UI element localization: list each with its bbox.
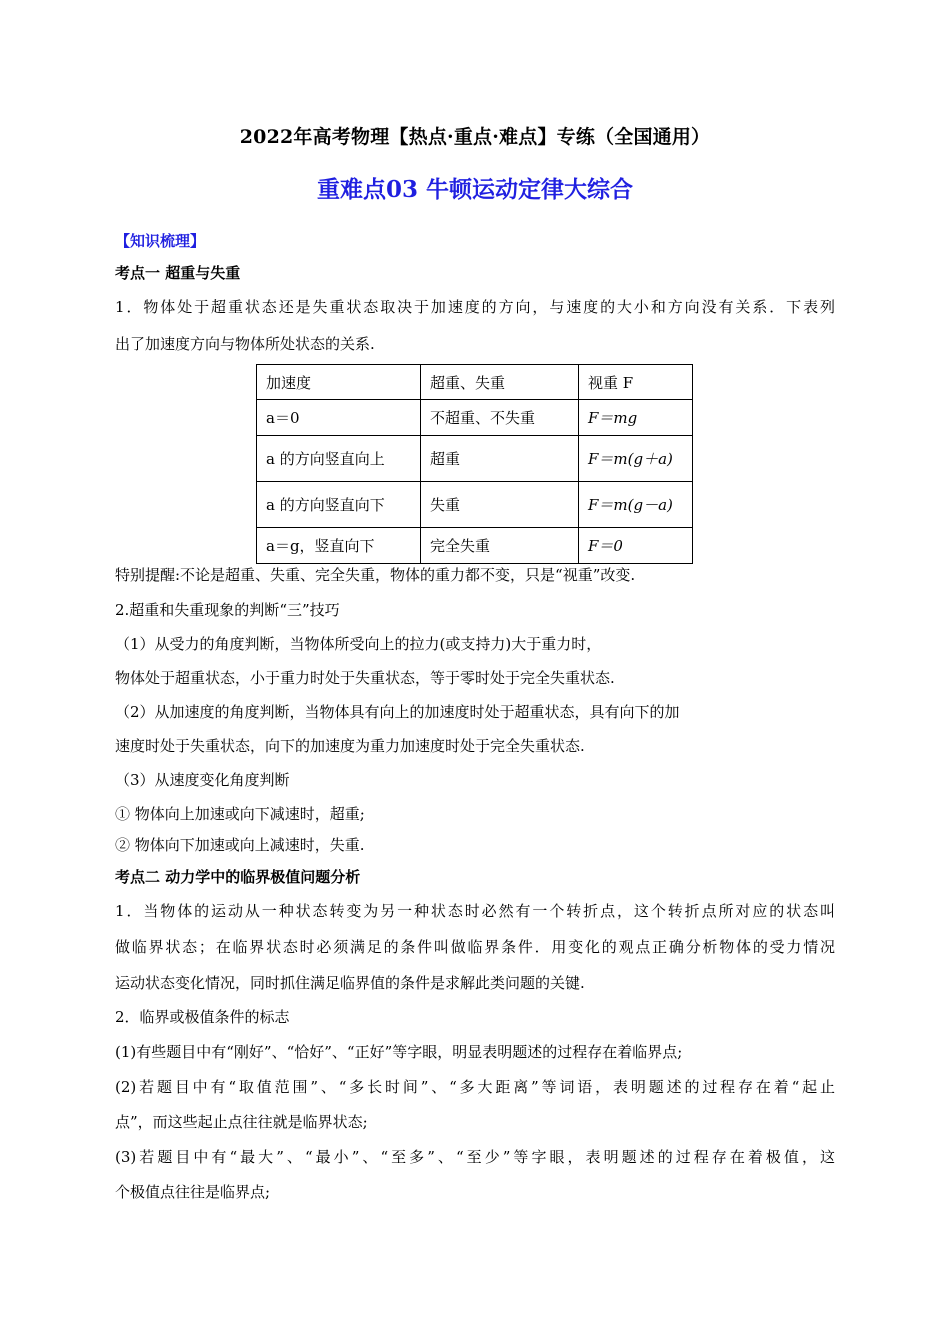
table-row: [257, 436, 693, 482]
table-cell: 不超重、不失重: [421, 400, 579, 436]
tip2-line2: 速度时处于失重状态，向下的加速度为重力加速度时处于完全失重状态.: [115, 737, 585, 755]
topic2-para1-line3: 运动状态变化情况，同时抓住满足临界值的条件是求解此类问题的关键.: [115, 974, 585, 992]
document-subtitle: 重难点03 牛顿运动定律大综合: [316, 176, 633, 203]
topic1-para1-line1: 1．物体处于超重状态还是失重状态取决于加速度的方向，与速度的大小和方向没有关系．下表列: [115, 298, 835, 316]
tip2-line1: （2）从加速度的角度判断，当物体具有向上的加速度时处于超重状态，具有向下的加: [115, 703, 680, 721]
section-tag: 【知识梳理】: [115, 232, 206, 250]
tips-heading: 2.超重和失重现象的判断“三”技巧: [115, 601, 340, 619]
table-header-cell: 超重、失重: [421, 365, 579, 400]
tip3: （3）从速度变化角度判断: [115, 771, 290, 789]
table-cell: a＝0: [257, 400, 421, 436]
topic2-para2: 2．临界或极值条件的标志: [115, 1008, 290, 1026]
tip1-line1: （1）从受力的角度判断，当物体所受向上的拉力(或支持力)大于重力时，: [115, 635, 602, 653]
topic2-para1-line2: 做临界状态；在临界状态时必须满足的条件叫做临界条件．用变化的观点正确分析物体的受力情况: [115, 938, 835, 956]
table-header-row: [257, 365, 693, 400]
table-header-cell: 视重 F: [579, 365, 693, 400]
topic1-para1-line2: 出了加速度方向与物体所处状态的关系.: [115, 335, 375, 353]
tip1-line2: 物体处于超重状态，小于重力时处于失重状态，等于零时处于完全失重状态.: [115, 669, 615, 687]
table-cell: F＝mg: [579, 400, 693, 436]
special-note: 特别提醒:不论是超重、失重、完全失重，物体的重力都不变，只是“视重”改变.: [115, 566, 636, 584]
table-header-cell: 加速度: [257, 365, 421, 400]
table-cell: a 的方向竖直向下: [257, 482, 421, 528]
table-cell: a 的方向竖直向上: [257, 436, 421, 482]
table-cell: a＝g，竖直向下: [257, 528, 421, 564]
table-cell: 完全失重: [421, 528, 579, 564]
table-cell: F＝m(g＋a): [579, 436, 693, 482]
table-row: [257, 482, 693, 528]
table-cell: F＝0: [579, 528, 693, 564]
topic2-item3-line1: (3)若题目中有“最大”、“最小”、“至多”、“至少”等字眼，表明题述的过程存在着极值，这: [115, 1148, 835, 1166]
topic2-item3-line2: 个极值点往往是临界点;: [115, 1183, 271, 1201]
topic1-heading: 考点一 超重与失重: [115, 264, 241, 282]
table-cell: 失重: [421, 482, 579, 528]
tip3-a: ① 物体向上加速或向下减速时，超重;: [115, 805, 365, 823]
state-table: [256, 364, 693, 564]
table-row: [257, 400, 693, 436]
topic2-item2-line2: 点”，而这些起止点往往就是临界状态;: [115, 1113, 368, 1131]
topic2-para1-line1: 1．当物体的运动从一种状态转变为另一种状态时必然有一个转折点，这个转折点所对应的状态叫: [115, 902, 835, 920]
topic2-item2-line1: (2)若题目中有“取值范围”、“多长时间”、“多大距离”等词语，表明题述的过程存在着“起止: [115, 1078, 835, 1096]
topic2-heading: 考点二 动力学中的临界极值问题分析: [115, 868, 361, 886]
table-cell: F＝m(g－a): [579, 482, 693, 528]
document-title: 2022年高考物理【热点·重点·难点】专练（全国通用）: [239, 126, 711, 148]
table-cell: 超重: [421, 436, 579, 482]
topic2-item1: (1)有些题目中有“刚好”、“恰好”、“正好”等字眼，明显表明题述的过程存在着临界点;: [115, 1043, 683, 1061]
table-row: [257, 528, 693, 564]
tip3-b: ② 物体向下加速或向上减速时，失重.: [115, 836, 365, 854]
